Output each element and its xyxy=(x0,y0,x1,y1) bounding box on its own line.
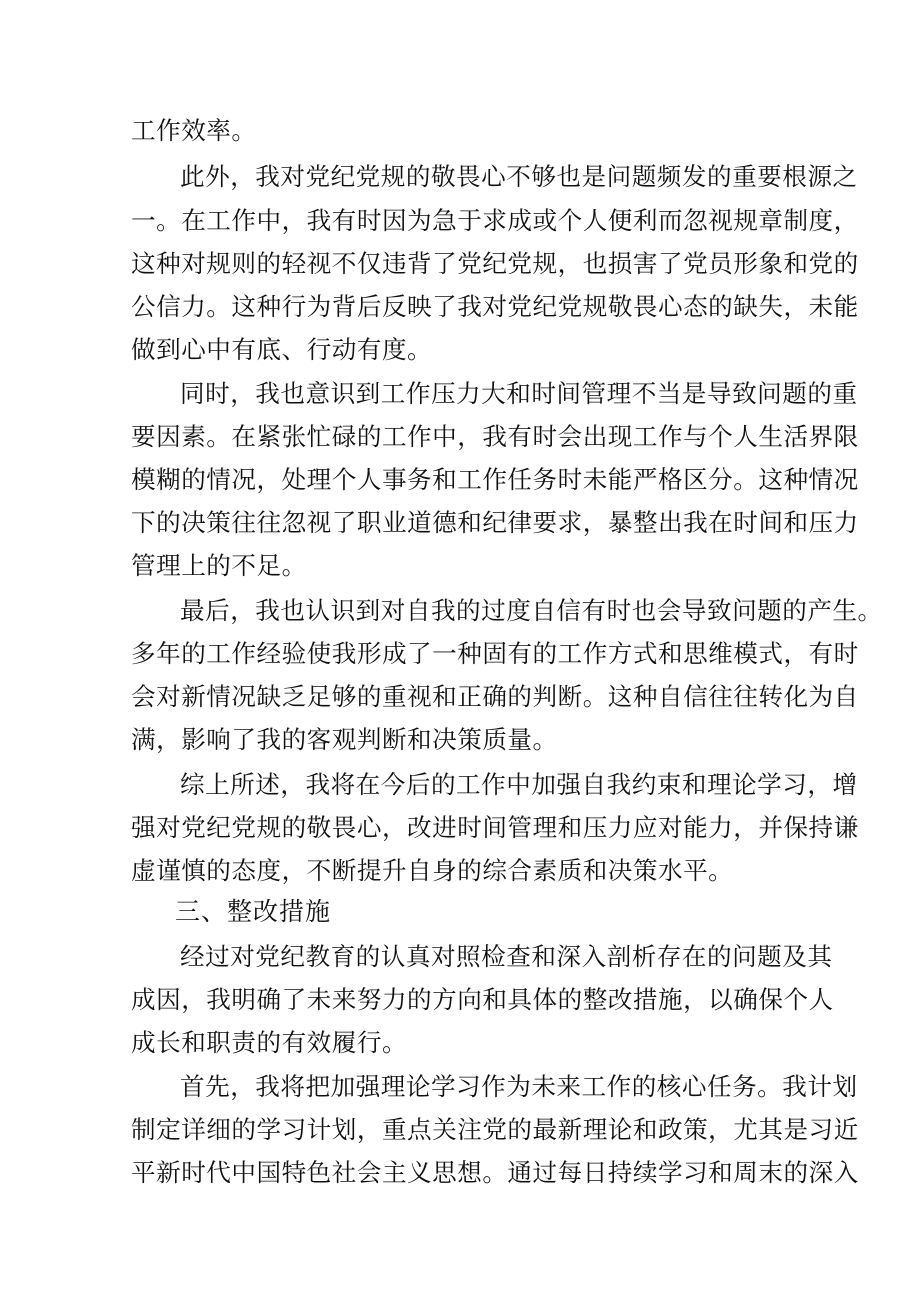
text-line: 满，影响了我的客观判断和决策质量。 xyxy=(131,725,558,754)
text-line: 下的决策往往忽视了职业道德和纪律要求，暴整出我在时间和压力 xyxy=(131,508,859,537)
text-line: 这种对规则的轻视不仅违背了党纪党规，也损害了党员形象和党的 xyxy=(131,249,859,278)
text-line: 平新时代中国特色社会主义思想。通过每日持续学习和周末的深入 xyxy=(131,1158,859,1187)
text-line: 首先，我将把加强理论学习作为未来工作的核心任务。我计划 xyxy=(180,1072,858,1101)
text-line: 制定详细的学习计划，重点关注党的最新理论和政策，尤其是习近 xyxy=(131,1115,859,1144)
text-line: 公信力。这种行为背后反映了我对党纪党规敬畏心态的缺失，未能 xyxy=(131,292,859,321)
text-line: 此外，我对党纪党规的敬畏心不够也是问题频发的重要根源之 xyxy=(180,162,858,191)
text-line: 要因素。在紧张忙碌的工作中，我有时会出现工作与个人生活界限 xyxy=(131,422,859,451)
text-line: 虚谨慎的态度，不断提升自身的综合素质和决策水平。 xyxy=(131,856,734,885)
section-heading: 三、整改措施 xyxy=(175,897,332,926)
text-line: 经过对党纪教育的认真对照检查和深入剖析存在的问题及其 xyxy=(180,942,833,971)
text-line: 强对党纪党规的敬畏心，改进时间管理和压力应对能力，并保持谦 xyxy=(131,813,859,842)
text-line: 模糊的情况，处理个人事务和工作任务时未能严格区分。这种情况 xyxy=(131,465,859,494)
text-line: 同时，我也意识到工作压力大和时间管理不当是导致问题的重 xyxy=(180,379,858,408)
text-line: 做到心中有底、行动有度。 xyxy=(131,335,433,364)
text-line: 综上所述，我将在今后的工作中加强自我约束和理论学习，增 xyxy=(180,770,858,799)
text-line: 成长和职责的有效履行。 xyxy=(131,1028,408,1057)
text-line: 成因，我明确了未来努力的方向和具体的整改措施，以确保个人 xyxy=(131,985,834,1014)
text-line: 最后，我也认识到对自我的过度自信有时也会导致问题的产生。 xyxy=(180,596,883,625)
text-line: 会对新情况缺乏足够的重视和正确的判断。这种自信往往转化为自 xyxy=(131,682,859,711)
text-line: 管理上的不足。 xyxy=(131,551,307,580)
text-line: 工作效率。 xyxy=(131,116,257,145)
text-line: 一。在工作中，我有时因为急于求成或个人便利而忽视规章制度， xyxy=(131,206,859,235)
text-line: 多年的工作经验使我形成了一种固有的工作方式和思维模式，有时 xyxy=(131,639,859,668)
